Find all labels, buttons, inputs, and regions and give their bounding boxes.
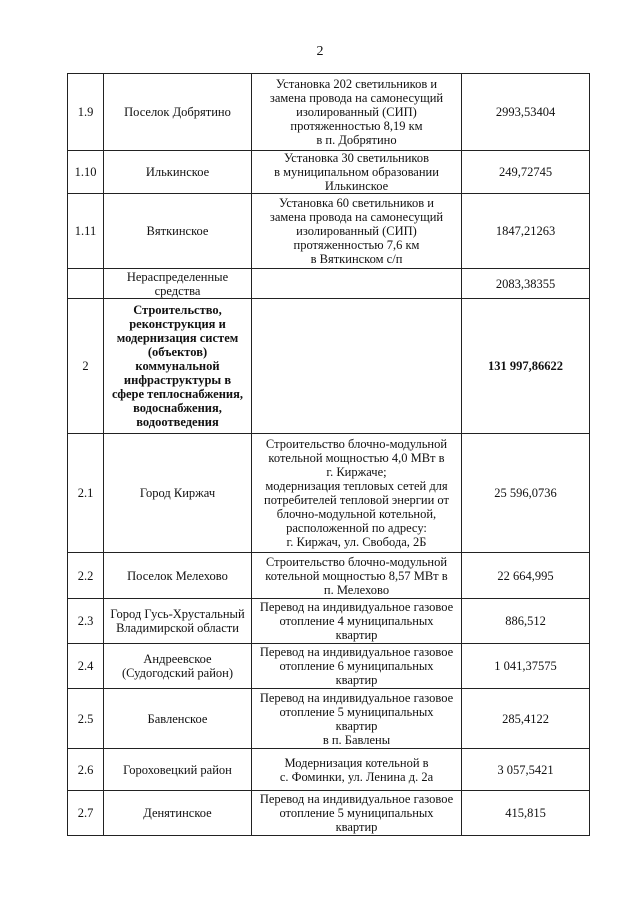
row-number: 2.6	[68, 749, 104, 791]
row-amount: 22 664,995	[462, 553, 590, 599]
row-amount: 3 057,5421	[462, 749, 590, 791]
row-municipality: Вяткинское	[104, 194, 252, 269]
row-amount: 415,815	[462, 791, 590, 836]
table-row	[68, 791, 590, 836]
table-row	[68, 689, 590, 749]
table-row	[68, 553, 590, 599]
row-number: 1.9	[68, 74, 104, 151]
row-number: 2.7	[68, 791, 104, 836]
row-municipality: Поселок Мелехово	[104, 553, 252, 599]
row-number: 1.10	[68, 151, 104, 194]
row-amount: 249,72745	[462, 151, 590, 194]
row-amount: 131 997,86622	[462, 299, 590, 434]
row-amount: 886,512	[462, 599, 590, 644]
page-number: 2	[316, 44, 324, 59]
funding-table	[67, 73, 590, 836]
row-number: 2.2	[68, 553, 104, 599]
table-row	[68, 749, 590, 791]
row-municipality: Нераспределенные средства	[104, 269, 252, 299]
table-row	[68, 151, 590, 194]
row-work-description: Модернизация котельной в с. Фоминки, ул. Ленина д. 2а	[252, 749, 462, 791]
row-work-description: Установка 30 светильников в муниципальном образовании Илькинское	[252, 151, 462, 194]
row-work-description: Установка 202 светильников и замена провода на самонесущий изолированный (СИП) протяженностью 8,19 км в п. Добрятино	[252, 74, 462, 151]
row-number: 1.11	[68, 194, 104, 269]
row-work-description: Установка 60 светильников и замена провода на самонесущий изолированный (СИП) протяженностью 7,6 км в Вяткинском с/п	[252, 194, 462, 269]
row-amount: 285,4122	[462, 689, 590, 749]
table-row	[68, 194, 590, 269]
row-work-description	[252, 299, 462, 434]
row-amount: 1 041,37575	[462, 644, 590, 689]
row-work-description	[252, 269, 462, 299]
table-row	[68, 644, 590, 689]
table-row	[68, 434, 590, 553]
row-number	[68, 269, 104, 299]
row-work-description: Строительство блочно-модульной котельной мощностью 8,57 МВт в п. Мелехово	[252, 553, 462, 599]
row-amount: 2083,38355	[462, 269, 590, 299]
row-number: 2.1	[68, 434, 104, 553]
row-number: 2	[68, 299, 104, 434]
row-amount: 25 596,0736	[462, 434, 590, 553]
row-number: 2.5	[68, 689, 104, 749]
row-work-description: Перевод на индивидуальное газовое отопление 5 муниципальных квартир	[252, 791, 462, 836]
table-row	[68, 599, 590, 644]
row-municipality: Поселок Добрятино	[104, 74, 252, 151]
table-row	[68, 299, 590, 434]
row-work-description: Перевод на индивидуальное газовое отопление 5 муниципальных квартир в п. Бавлены	[252, 689, 462, 749]
row-municipality: Денятинское	[104, 791, 252, 836]
row-work-description: Перевод на индивидуальное газовое отопление 6 муниципальных квартир	[252, 644, 462, 689]
row-work-description: Перевод на индивидуальное газовое отопление 4 муниципальных квартир	[252, 599, 462, 644]
row-municipality: Город Киржач	[104, 434, 252, 553]
row-municipality: Андреевское (Судогодский район)	[104, 644, 252, 689]
row-number: 2.4	[68, 644, 104, 689]
row-municipality: Гороховецкий район	[104, 749, 252, 791]
row-municipality: Строительство, реконструкция и модернизация систем (объектов) коммунальной инфраструктуры в сфере теплоснабжения, водоснабжения, водоотведения	[104, 299, 252, 434]
table-row	[68, 269, 590, 299]
row-municipality: Илькинское	[104, 151, 252, 194]
row-amount: 2993,53404	[462, 74, 590, 151]
row-municipality: Бавленское	[104, 689, 252, 749]
row-number: 2.3	[68, 599, 104, 644]
row-work-description: Строительство блочно-модульной котельной мощностью 4,0 МВт в г. Киржаче; модернизация тепловых сетей для потребителей тепловой энергии от блочно-модульной котельной, расположенной по адресу: г. Киржач, ул. Свобода, 2Б	[252, 434, 462, 553]
row-amount: 1847,21263	[462, 194, 590, 269]
table-row	[68, 74, 590, 151]
row-municipality: Город Гусь-Хрустальный Владимирской области	[104, 599, 252, 644]
